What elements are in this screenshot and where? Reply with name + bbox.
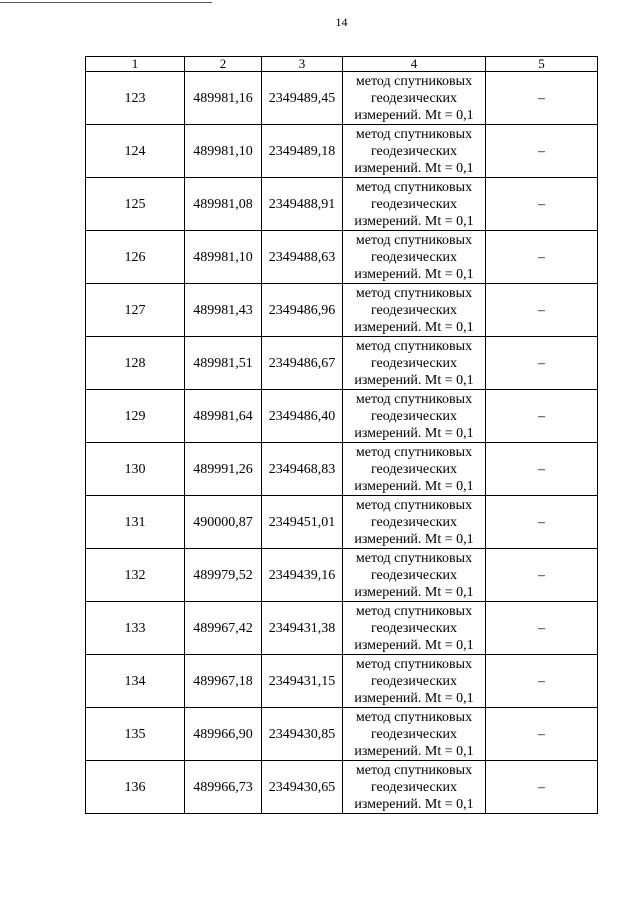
method-line: измерений. Mt = 0,1 — [354, 584, 474, 600]
method-line: измерений. Mt = 0,1 — [354, 478, 474, 494]
method-cell — [343, 496, 486, 549]
table-row — [86, 655, 598, 708]
method-line: измерений. Mt = 0,1 — [354, 531, 474, 547]
method-cell — [343, 72, 486, 125]
coordinates-table-body — [86, 57, 598, 814]
table-row — [86, 443, 598, 496]
x-coordinate-cell: 489967,18 — [185, 655, 262, 708]
table-row — [86, 231, 598, 284]
note-cell: – — [486, 443, 598, 496]
method-line: измерений. Mt = 0,1 — [354, 372, 474, 388]
x-coordinate-cell: 489966,90 — [185, 708, 262, 761]
method-line: геодезических — [370, 567, 457, 583]
point-number-cell: 124 — [86, 125, 185, 178]
x-coordinate-cell: 490000,87 — [185, 496, 262, 549]
method-line: измерений. Mt = 0,1 — [354, 425, 474, 441]
x-coordinate-cell: 489979,52 — [185, 549, 262, 602]
point-number-cell: 125 — [86, 178, 185, 231]
method-line: измерений. Mt = 0,1 — [354, 107, 474, 123]
method-line: метод спутниковых — [355, 73, 473, 89]
x-coordinate-cell: 489981,10 — [185, 231, 262, 284]
y-coordinate-cell: 2349430,85 — [262, 708, 343, 761]
method-line: геодезических — [370, 143, 457, 159]
point-number-cell: 127 — [86, 284, 185, 337]
method-line: геодезических — [370, 726, 457, 742]
method-line: измерений. Mt = 0,1 — [354, 266, 474, 282]
y-coordinate-cell: 2349486,96 — [262, 284, 343, 337]
method-cell — [343, 443, 486, 496]
method-cell — [343, 284, 486, 337]
method-line: метод спутниковых — [355, 338, 473, 354]
note-cell: – — [486, 708, 598, 761]
method-line: геодезических — [370, 355, 457, 371]
method-line: измерений. Mt = 0,1 — [354, 637, 474, 653]
method-line: метод спутниковых — [355, 497, 473, 513]
point-number-cell: 132 — [86, 549, 185, 602]
note-cell: – — [486, 655, 598, 708]
table-row — [86, 602, 598, 655]
method-line: геодезических — [370, 302, 457, 318]
method-cell — [343, 655, 486, 708]
method-line: геодезических — [370, 90, 457, 106]
note-cell: – — [486, 337, 598, 390]
header-cell-5: 5 — [486, 57, 598, 72]
method-line: геодезических — [370, 249, 457, 265]
method-line: метод спутниковых — [355, 232, 473, 248]
method-line: метод спутниковых — [355, 444, 473, 460]
x-coordinate-cell: 489981,51 — [185, 337, 262, 390]
method-cell — [343, 708, 486, 761]
table-row — [86, 761, 598, 814]
y-coordinate-cell: 2349451,01 — [262, 496, 343, 549]
y-coordinate-cell: 2349486,67 — [262, 337, 343, 390]
table-row — [86, 549, 598, 602]
header-row — [86, 57, 598, 72]
method-line: геодезических — [370, 408, 457, 424]
table-row — [86, 390, 598, 443]
method-line: метод спутниковых — [355, 391, 473, 407]
y-coordinate-cell: 2349489,18 — [262, 125, 343, 178]
x-coordinate-cell: 489981,10 — [185, 125, 262, 178]
method-line: метод спутниковых — [355, 126, 473, 142]
point-number-cell: 131 — [86, 496, 185, 549]
method-cell — [343, 231, 486, 284]
y-coordinate-cell: 2349431,38 — [262, 602, 343, 655]
table-row — [86, 337, 598, 390]
note-cell: – — [486, 496, 598, 549]
x-coordinate-cell: 489967,42 — [185, 602, 262, 655]
method-cell — [343, 125, 486, 178]
table-row — [86, 72, 598, 125]
table-row — [86, 496, 598, 549]
method-line: метод спутниковых — [355, 656, 473, 672]
header-cell-4: 4 — [343, 57, 486, 72]
note-cell: – — [486, 549, 598, 602]
method-cell — [343, 761, 486, 814]
method-line: измерений. Mt = 0,1 — [354, 796, 474, 812]
note-cell: – — [486, 390, 598, 443]
method-cell — [343, 178, 486, 231]
y-coordinate-cell: 2349430,65 — [262, 761, 343, 814]
method-cell — [343, 602, 486, 655]
method-line: измерений. Mt = 0,1 — [354, 743, 474, 759]
method-line: метод спутниковых — [355, 285, 473, 301]
header-cell-3: 3 — [262, 57, 343, 72]
method-line: метод спутниковых — [355, 709, 473, 725]
note-cell: – — [486, 602, 598, 655]
method-line: измерений. Mt = 0,1 — [354, 319, 474, 335]
table-row — [86, 708, 598, 761]
coordinates-table — [85, 56, 598, 814]
method-line: геодезических — [370, 620, 457, 636]
point-number-cell: 133 — [86, 602, 185, 655]
y-coordinate-cell: 2349486,40 — [262, 390, 343, 443]
method-line: геодезических — [370, 196, 457, 212]
x-coordinate-cell: 489981,16 — [185, 72, 262, 125]
x-coordinate-cell: 489981,08 — [185, 178, 262, 231]
point-number-cell: 129 — [86, 390, 185, 443]
x-coordinate-cell: 489966,73 — [185, 761, 262, 814]
note-cell: – — [486, 231, 598, 284]
x-coordinate-cell: 489981,43 — [185, 284, 262, 337]
method-line: измерений. Mt = 0,1 — [354, 160, 474, 176]
point-number-cell: 135 — [86, 708, 185, 761]
note-cell: – — [486, 125, 598, 178]
table-row — [86, 178, 598, 231]
y-coordinate-cell: 2349439,16 — [262, 549, 343, 602]
method-cell — [343, 390, 486, 443]
method-line: метод спутниковых — [355, 762, 473, 778]
point-number-cell: 130 — [86, 443, 185, 496]
point-number-cell: 134 — [86, 655, 185, 708]
table-row — [86, 284, 598, 337]
table-row — [86, 125, 598, 178]
y-coordinate-cell: 2349489,45 — [262, 72, 343, 125]
note-cell: – — [486, 284, 598, 337]
header-cell-1: 1 — [86, 57, 185, 72]
method-line: геодезических — [370, 514, 457, 530]
point-number-cell: 128 — [86, 337, 185, 390]
method-line: геодезических — [370, 779, 457, 795]
method-line: измерений. Mt = 0,1 — [354, 213, 474, 229]
y-coordinate-cell: 2349488,91 — [262, 178, 343, 231]
point-number-cell: 123 — [86, 72, 185, 125]
method-line: метод спутниковых — [355, 179, 473, 195]
note-cell: – — [486, 72, 598, 125]
point-number-cell: 136 — [86, 761, 185, 814]
method-line: геодезических — [370, 673, 457, 689]
method-line: измерений. Mt = 0,1 — [354, 690, 474, 706]
y-coordinate-cell: 2349488,63 — [262, 231, 343, 284]
page-number: 14 — [335, 15, 348, 29]
method-line: метод спутниковых — [355, 550, 473, 566]
note-cell: – — [486, 178, 598, 231]
y-coordinate-cell: 2349431,15 — [262, 655, 343, 708]
point-number-cell: 126 — [86, 231, 185, 284]
x-coordinate-cell: 489981,64 — [185, 390, 262, 443]
method-line: метод спутниковых — [355, 603, 473, 619]
y-coordinate-cell: 2349468,83 — [262, 443, 343, 496]
note-cell: – — [486, 761, 598, 814]
header-cell-2: 2 — [185, 57, 262, 72]
method-cell — [343, 337, 486, 390]
top-rule — [0, 2, 212, 3]
x-coordinate-cell: 489991,26 — [185, 443, 262, 496]
method-cell — [343, 549, 486, 602]
method-line: геодезических — [370, 461, 457, 477]
